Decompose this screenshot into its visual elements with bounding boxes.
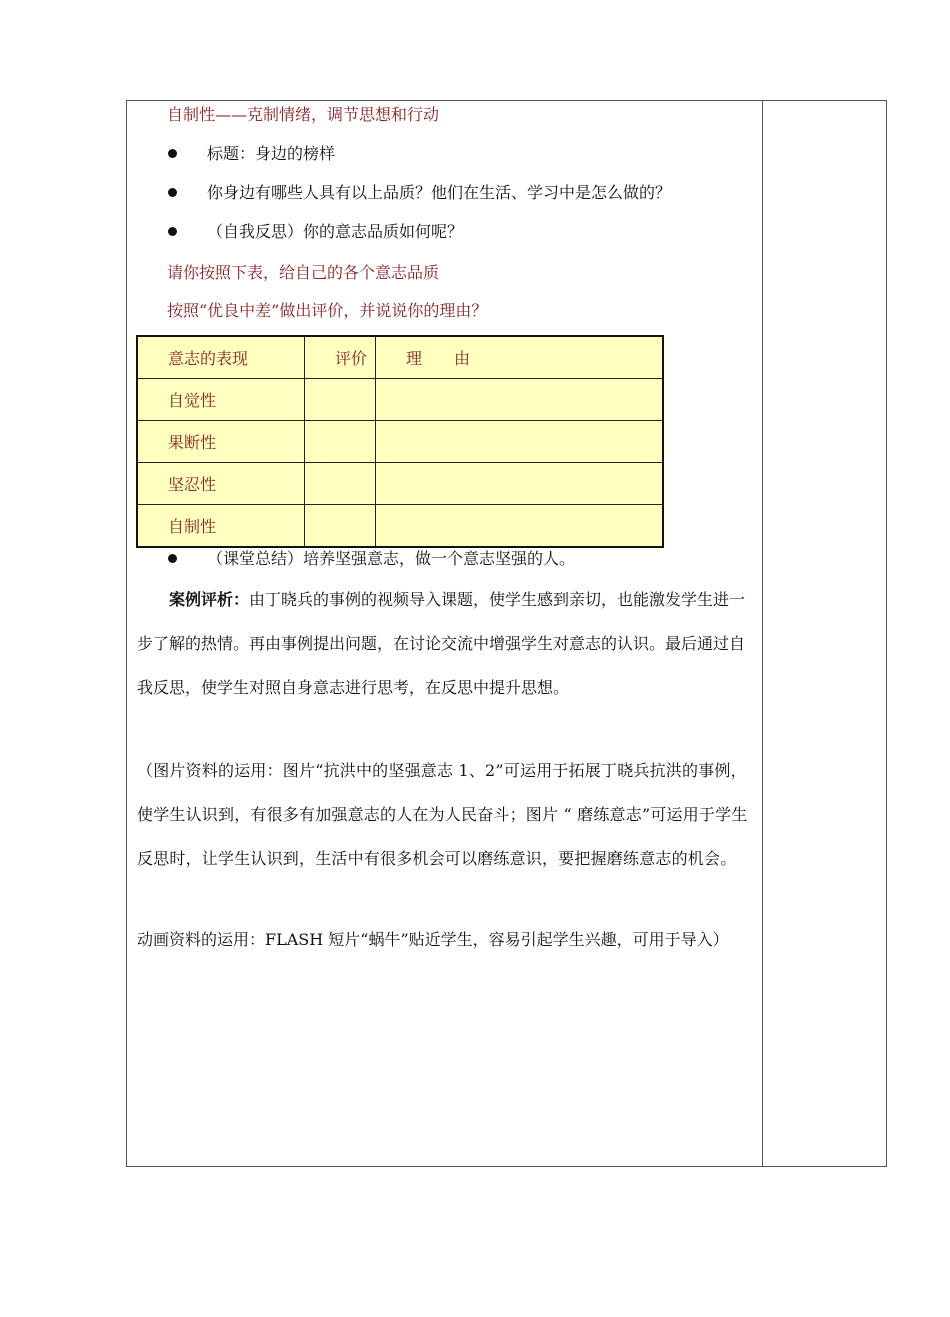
- image-resources-note: （图片资料的运用：图片“抗洪中的坚强意志 1、2”可运用于拓展丁晓兵抗洪的事例，使学生认识到，有很多有加强意志的人在为人民奋斗；图片 “ 磨练意志”可运用于学生反思时，让学生认识到，生活中有很多机会可以磨练意识，要把握磨练意志的机会。: [137, 761, 748, 868]
- bullet-icon: [168, 227, 177, 236]
- bullet-reflection: （自我反思）你的意志品质如何呢？: [207, 222, 464, 241]
- bullet-icon: [168, 554, 177, 563]
- bullet-icon: [168, 188, 177, 197]
- table-cell-empty: [376, 421, 664, 463]
- table-cell-empty: [305, 463, 376, 505]
- table-cell-empty: [305, 421, 376, 463]
- instruction-line-1: 请你按照下表，给自己的各个意志品质: [167, 263, 440, 282]
- table-cell-empty: [376, 505, 664, 548]
- table-cell: 坚忍性: [137, 463, 305, 505]
- table-cell-empty: [376, 379, 664, 421]
- bullet-summary: （课堂总结）培养坚强意志，做一个意志坚强的人。: [207, 549, 576, 568]
- table-cell: 自制性: [137, 505, 305, 548]
- bullet-title: 标题：身边的榜样: [207, 144, 336, 163]
- table-cell: 果断性: [137, 421, 305, 463]
- table-cell: 自觉性: [137, 379, 305, 421]
- table-cell-empty: [305, 379, 376, 421]
- table-cell-empty: [376, 463, 664, 505]
- table-row: [137, 421, 663, 463]
- case-analysis-label: 案例评析：: [169, 590, 250, 609]
- case-analysis-text: 由丁晓兵的事例的视频导入课题，使学生感到亲切，也能激发学生进一步了解的热情。再由事例提出问题，在讨论交流中增强学生对意志的认识。最后通过自我反思，使学生对照自身意志进行思考，在反思中提升思想。: [137, 590, 746, 697]
- instruction-line-2: 按照“优良中差”做出评价，并说说你的理由？: [167, 301, 488, 320]
- column-divider: [762, 100, 763, 1167]
- table-row: [137, 505, 663, 548]
- bullet-icon: [168, 149, 177, 158]
- bullet-question: 你身边有哪些人具有以上品质？他们在生活、学习中是怎么做的？: [207, 183, 672, 202]
- table-cell-empty: [305, 505, 376, 548]
- text-line-self-control: 自制性——克制情绪，调节思想和行动: [167, 105, 440, 124]
- table-row: [137, 379, 663, 421]
- table-header-cell: 意志的表现: [137, 336, 305, 379]
- evaluation-table: [136, 335, 664, 548]
- case-analysis-paragraph: [137, 578, 755, 710]
- table-row: [137, 463, 663, 505]
- table-header-cell: 评价: [305, 336, 376, 379]
- table-header-cell: 理 由: [376, 336, 664, 379]
- table-header-row: [137, 336, 663, 379]
- animation-resources-note: 动画资料的运用：FLASH 短片“蜗牛”贴近学生，容易引起学生兴趣，可用于导入）: [137, 930, 729, 949]
